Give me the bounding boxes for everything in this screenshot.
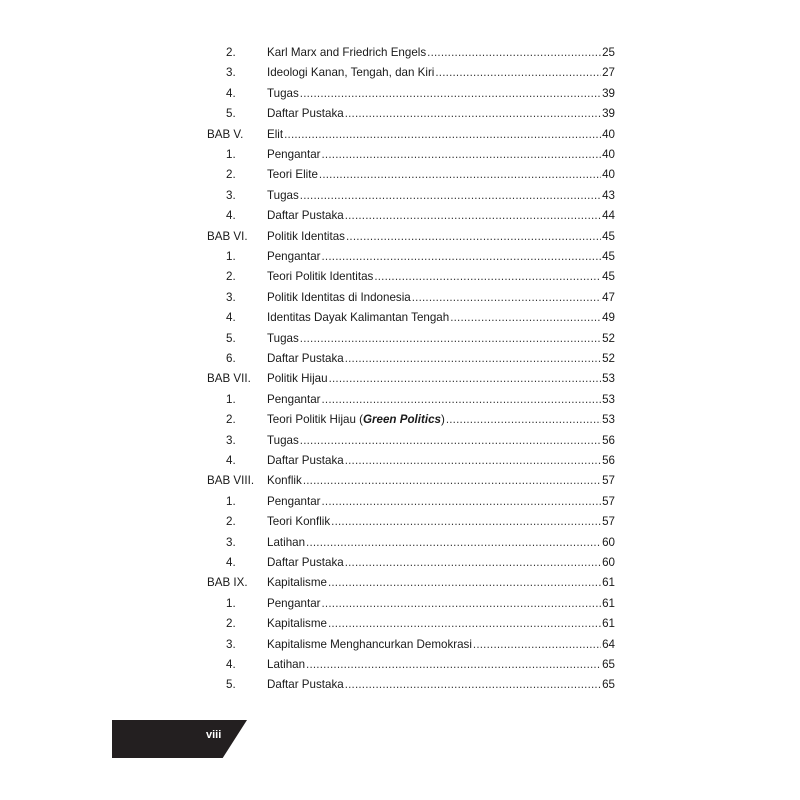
page-number: 44 [602,209,615,223]
page-number: 52 [602,352,615,365]
dot-leader [473,635,601,655]
chapter-number: BAB V. [207,127,244,141]
entry-number: 3. [226,290,236,304]
page-number: 57 [602,494,615,508]
toc-entry-row [0,431,800,451]
page-number: 65 [602,658,615,671]
toc-entry-row [0,84,800,104]
page-number: 57 [602,474,615,488]
entry-number: 2. [226,515,236,529]
page-number: 40 [602,168,615,182]
dot-leader [319,165,601,185]
entry-title: Tugas [267,433,299,447]
toc-entry-row [0,43,800,63]
page-number: 60 [602,535,615,549]
toc-entry-row [0,349,800,369]
entry-title: Pengantar [267,250,321,263]
page-number: 53 [602,392,615,406]
entry-number: 2. [226,413,236,427]
toc-entry-row [0,594,800,614]
chapter-number: BAB VIII. [207,474,255,488]
chapter-number: BAB IX. [207,576,248,590]
entry-number: 3. [226,637,236,651]
page-number: 65 [602,678,615,692]
page-number: 43 [602,188,615,202]
chapter-title: Politik Hijau [267,372,328,386]
entry-number: 2. [226,46,236,59]
toc-entry-row [0,533,800,553]
entry-number: 4. [226,311,236,325]
dot-leader [331,512,601,532]
dot-leader [346,227,601,247]
page-number: 57 [602,515,615,529]
entry-number: 1. [226,596,236,610]
toc-chapter-row [0,227,800,247]
entry-number: 5. [226,331,236,345]
entry-number: 1. [226,148,236,161]
entry-title: Daftar Pustaka [267,556,344,569]
chapter-title: Konflik [267,474,302,488]
toc-entry-row [0,512,800,532]
entry-title: Tugas [267,331,299,345]
entry-title [267,410,445,430]
entry-title: Teori Politik Identitas [267,270,374,284]
dot-leader [345,206,601,226]
entry-title: Daftar Pustaka [267,107,344,121]
page-number: 39 [602,107,615,121]
toc-entry-row [0,288,800,308]
dot-leader [374,267,601,287]
toc-entry-row [0,247,800,267]
toc-entry-row [0,308,800,328]
entry-title: Tugas [267,188,299,202]
entry-number: 2. [226,168,236,182]
toc-chapter-row [0,125,800,145]
page-number: 61 [602,617,615,631]
dot-leader [345,451,601,471]
toc-entry-row [0,145,800,165]
entry-title: Pengantar [267,392,321,406]
entry-title: Politik Identitas di Indonesia [267,290,411,304]
entry-number: 4. [226,209,236,223]
page-number: 49 [602,311,615,325]
entry-title: Daftar Pustaka [267,209,344,223]
dot-leader [300,431,601,451]
footer-band [112,720,247,758]
toc-entry-row [0,451,800,471]
entry-title: Daftar Pustaka [267,454,344,467]
dot-leader [300,329,601,349]
entry-title: Daftar Pustaka [267,352,344,365]
dot-leader [300,84,601,104]
entry-title: Kapitalisme Menghancurkan Demokrasi [267,637,472,651]
dot-leader [306,655,601,675]
entry-title: Pengantar [267,596,321,610]
dot-leader [328,614,601,634]
entry-title: Identitas Dayak Kalimantan Tengah [267,311,450,325]
chapter-number: BAB VII. [207,372,251,386]
dot-leader [284,125,601,145]
toc-entry-row [0,635,800,655]
dot-leader [328,573,601,593]
entry-number: 1. [226,250,236,263]
toc-entry-row [0,492,800,512]
entry-number: 4. [226,86,236,100]
entry-title: Pengantar [267,494,321,508]
page-number: 27 [602,66,615,80]
entry-title: Pengantar [267,148,321,161]
dot-leader [322,594,602,614]
entry-number: 2. [226,270,236,284]
dot-leader [412,288,601,308]
page-number: 39 [602,86,615,100]
entry-title: Latihan [267,535,306,549]
page-number: 45 [602,250,615,263]
footer-page-number: viii [206,729,222,741]
toc-entry-row [0,165,800,185]
entry-title: Daftar Pustaka [267,678,344,692]
entry-number: 4. [226,454,236,467]
toc-entry-row [0,655,800,675]
page-number: 61 [602,576,615,590]
dot-leader [345,104,601,124]
entry-title: Ideologi Kanan, Tengah, dan Kiri [267,66,435,80]
toc-chapter-row [0,573,800,593]
entry-number: 3. [226,66,236,80]
entry-title: Karl Marx and Friedrich Engels [267,46,427,59]
toc-entry-row [0,186,800,206]
toc-entry-row [0,267,800,287]
dot-leader [322,492,602,512]
chapter-number: BAB VI. [207,229,248,243]
toc-entry-row [0,63,800,83]
entry-number: 1. [226,392,236,406]
dot-leader [303,471,601,491]
entry-title: Teori Elite [267,168,318,182]
dot-leader [306,533,601,553]
chapter-title: Kapitalisme [267,576,327,590]
toc-entry-row [0,390,800,410]
entry-number: 5. [226,678,236,692]
page-number: 56 [602,433,615,447]
entry-number: 3. [226,433,236,447]
dot-leader [345,675,601,695]
page-number: 61 [602,596,615,610]
entry-title-text: Teori Politik Hijau ( [267,413,363,427]
entry-title: Tugas [267,86,299,100]
dot-leader [300,186,601,206]
entry-number: 3. [226,188,236,202]
page-number: 52 [602,331,615,345]
dot-leader [435,63,601,83]
page-number: 60 [602,556,615,569]
page-number: 25 [602,46,615,59]
entry-number: 5. [226,107,236,121]
entry-number: 2. [226,617,236,631]
page-number: 47 [602,290,615,304]
entry-number: 6. [226,352,236,365]
entry-title-text-after: ) [440,413,445,427]
page-number: 64 [602,637,615,651]
entry-title: Teori Konflik [267,515,331,529]
page-number: 56 [602,454,615,467]
chapter-title: Elit [267,127,284,141]
toc-chapter-row [0,369,800,389]
page-number: 53 [602,372,615,386]
toc-entry-row [0,104,800,124]
dot-leader [322,390,602,410]
page-number: 53 [602,413,615,427]
toc-entry-row [0,553,800,573]
entry-title: Kapitalisme [267,617,327,631]
entry-number: 4. [226,658,236,671]
entry-title-emphasis: Green Politics [363,413,441,427]
toc-entry-row [0,329,800,349]
dot-leader [329,369,602,389]
dot-leader [450,308,601,328]
toc-entry-row [0,675,800,695]
page-number: 45 [602,229,615,243]
entry-number: 1. [226,494,236,508]
toc-entry-row [0,614,800,634]
page-number: 40 [602,127,615,141]
page-number: 40 [602,148,615,161]
dot-leader [345,349,601,369]
toc-entry-row [0,206,800,226]
dot-leader [446,410,601,430]
toc-chapter-row [0,471,800,491]
dot-leader [322,145,602,165]
entry-number: 4. [226,556,236,569]
entry-title: Latihan [267,658,306,671]
toc-entry-row [0,410,800,430]
entry-number: 3. [226,535,236,549]
dot-leader [427,43,601,63]
page-number: 45 [602,270,615,284]
dot-leader [345,553,601,573]
chapter-title: Politik Identitas [267,229,345,243]
dot-leader [322,247,602,267]
